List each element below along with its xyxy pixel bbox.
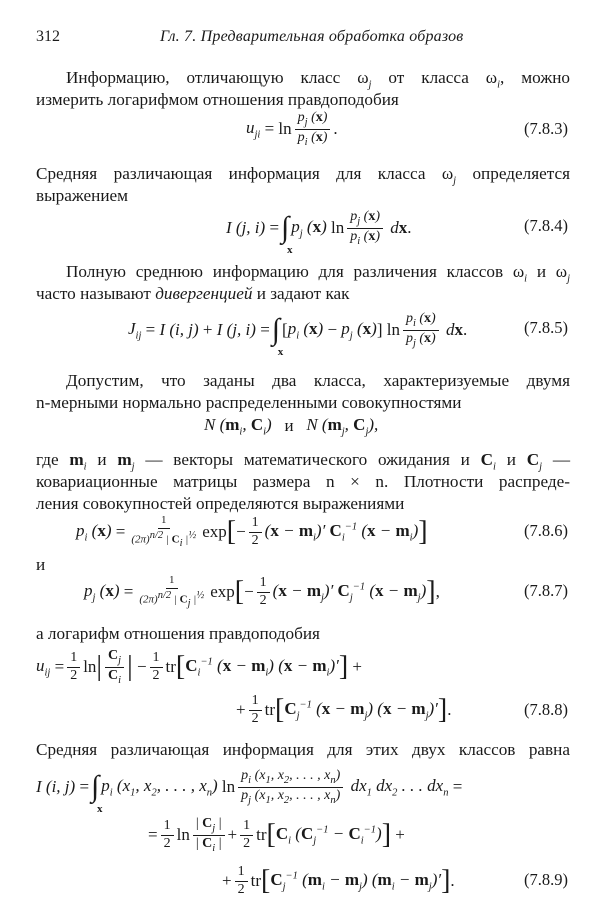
conjunction-and: и xyxy=(36,555,46,574)
equation-7-8-6: $p_i$ (x) = $\frac{1}{(2\pi)^{n/2} | C_i |^{\frac{1}{2}}}$ exp [ − $\frac{1}{2}$ $(x - m_i)'$ $C_i^{-1}$ $(x - m_i)$ ] (7.8.6) xyxy=(76,514,568,549)
equation-7-8-5: $J_{ij}$ = I (i, j) + I (j, i) = ∫ x [ $p_i$ (x) − $p_j$ (x) ] ln $\frac{p_i (x)}{p_j (x)}$ dx . (7.8.5) xyxy=(128,310,568,358)
equation-number: (7.8.6) xyxy=(524,521,568,540)
paragraph-7-line-1: Средняя различающая информация для этих двух классов равна xyxy=(36,740,570,759)
equation-7-8-8-line-1: $u_{ij}$ = $\frac{1}{2}$ ln | $\frac{C_j}{C_i}$ | − $\frac{1}{2}$ tr [ $C_i^{-1}$ $(x - m_i)$ $(x - m_i)'$ ] + xyxy=(36,647,363,686)
equation-7-8-9-line-1: I (i, j) = ∫ x $p_i$ ($x_1$, $x_2$, . . . , $x_n$) ln $\frac{p_i (x_1, x_2, . . . , x_n)}{p_j (x_1, x_2, . . . , x_n)}$ $dx_1$ $dx_2$ . . . $dx_n$ = xyxy=(36,767,463,815)
equation-7-8-4: I (j, i) = ∫ x $p_j$ (x) ln $\frac{p_j (x)}{p_i (x)}$ dx . (7.8.4) xyxy=(226,208,568,256)
paragraph-2-line-2: выражением xyxy=(36,186,129,205)
paragraph-4-line-1: Допустим, что заданы два класса, характеризуемые двумя xyxy=(66,371,570,390)
paragraph-5-line-3: ления совокупностей определяются выражениями xyxy=(36,494,405,513)
paragraph-5-line-2: ковариационные матрицы размера n × n. Плотности распреде- xyxy=(36,472,570,491)
equation-7-8-7: $p_j$ (x) = $\frac{1}{(2\pi)^{n/2} | C_j |^{\frac{1}{2}}}$ exp [ − $\frac{1}{2}$ $(x - m_j)'$ $C_j^{-1}$ $(x - m_j)$ ] , (7.8.7) xyxy=(84,574,568,609)
equation-number: (7.8.7) xyxy=(524,581,568,600)
running-head: Гл. 7. Предварительная обработка образов xyxy=(160,28,464,45)
paragraph-3-line-2: часто называют дивергенцией и задают как xyxy=(36,284,350,303)
equation-7-8-9-line-2: = $\frac{1}{2}$ ln $\frac{| C_j |}{| C_i |}$ + $\frac{1}{2}$ tr [ $C_i$ $(C_j^{-1} - C_i^{-1})$ ] + xyxy=(148,815,405,854)
paragraph-3-line-1: Полную среднюю информацию для различения классов $\omega_i$ и $\omega_j$ xyxy=(66,262,570,285)
paragraph-1-line-2: измерить логарифмом отношения правдоподобия xyxy=(36,90,399,109)
equation-number: (7.8.4) xyxy=(524,216,568,235)
page-number: 312 xyxy=(36,28,60,45)
equation-7-8-8-line-2: + $\frac{1}{2}$ tr [ $C_j^{-1}$ $(x - m_j)$ $(x - m_j)'$ ] . (7.8.8) xyxy=(236,692,568,726)
equation-number: (7.8.9) xyxy=(524,870,568,889)
equation-7-8-3: $u_{ji}$ = ln $\frac{p_j (x)}{p_i (x)}$ . (7.8.3) xyxy=(246,109,568,148)
paragraph-5-line-1: где $m_i$ и $m_j$ — векторы математического ожидания и $C_i$ и $C_j$ — xyxy=(36,450,571,473)
paragraph-6-line-1: а логарифм отношения правдоподобия xyxy=(36,624,320,643)
equation-number: (7.8.3) xyxy=(524,119,568,138)
equation-7-8-9-line-3: + $\frac{1}{2}$ tr [ $C_j^{-1}$ $(m_i - m_j) (m_i - m_j)'$ ] . (7.8.9) xyxy=(222,863,568,897)
page-header xyxy=(36,28,570,52)
equation-number: (7.8.5) xyxy=(524,318,568,337)
paragraph-1-line-1: Информацию, отличающую класс $\omega_j$ от класса $\omega_i$, можно xyxy=(66,68,570,91)
equation-number: (7.8.8) xyxy=(524,700,568,719)
paragraph-4-line-2: n-мерными нормально распределенными совокупностями xyxy=(36,393,462,412)
paragraph-2-line-1: Средняя различающая информация для класса $\omega_j$ определяется xyxy=(36,164,570,187)
normal-distributions-expression: N ($m_i$, $C_i$) и N ($m_j$, $C_j$), xyxy=(204,414,379,438)
